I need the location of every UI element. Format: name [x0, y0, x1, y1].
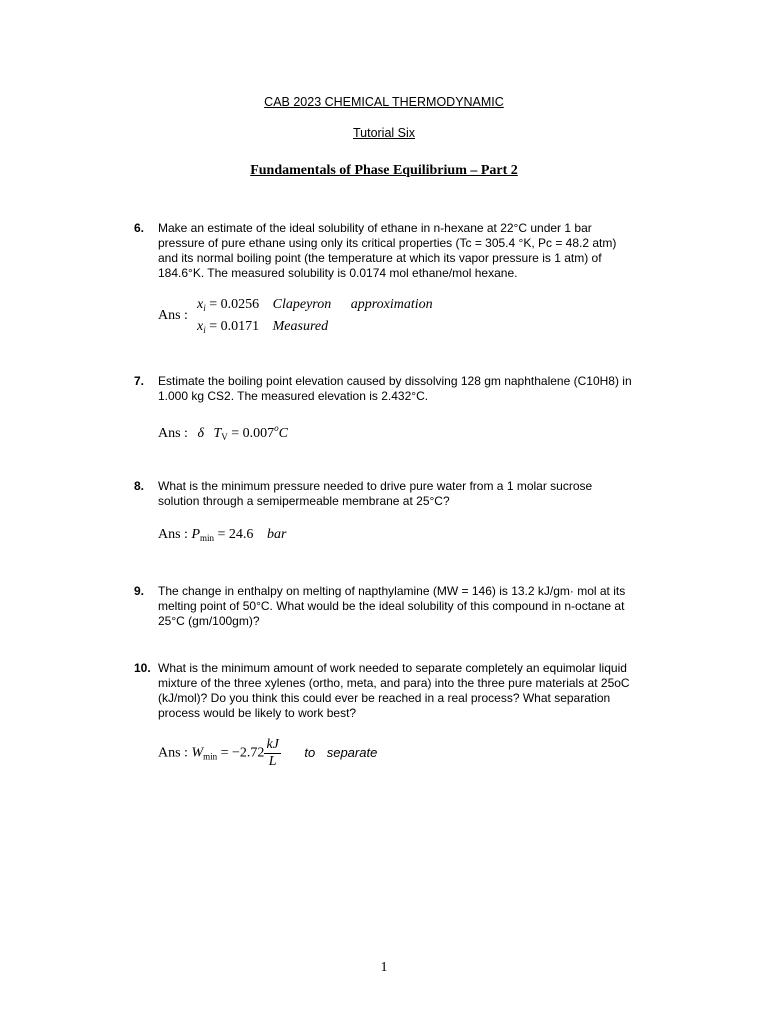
- question-line: What is the minimum amount of work needed to separate completely an equimolar liquid: [158, 661, 627, 675]
- question-8-text: [158, 479, 654, 509]
- fraction-denominator: L: [268, 754, 277, 769]
- question-line: 1.000 kg CS2. The measured elevation is 2.432°C.: [158, 389, 429, 403]
- answer-prefix: Ans :: [158, 527, 188, 542]
- answer-subscript: i: [203, 303, 206, 313]
- answer-value: = 0.0256: [209, 297, 260, 312]
- question-line: Estimate the boiling point elevation caused by dissolving 128 gm naphthalene (C10H8) in: [158, 374, 632, 388]
- answer-unit: C: [278, 426, 289, 441]
- answer-prefix: Ans :: [158, 745, 188, 761]
- question-line: solution through a semipermeable membrane at 25°C?: [158, 494, 450, 508]
- answer-6-row-1: [197, 297, 433, 313]
- question-number: 7.: [134, 374, 145, 388]
- question-line: pressure of pure ethane using only its critical properties (Tc = 305.4 °K, Pc = 48.2 atm): [158, 236, 617, 250]
- question-number: 9.: [134, 584, 145, 598]
- answer-8: [158, 527, 286, 543]
- question-line: 184.6°K. The measured solubility is 0.0174 mol ethane/mol hexane.: [158, 266, 518, 280]
- tutorial-title: Tutorial Six: [352, 126, 416, 140]
- question-line: The change in enthalpy on melting of napthylamine (MW = 146) is 13.2 kJ/gm· mol at its: [158, 584, 626, 598]
- page-number: 1: [380, 960, 388, 975]
- question-10-text: [158, 661, 654, 721]
- question-7-text: [158, 374, 654, 404]
- answer-symbol: δ: [197, 426, 204, 441]
- answer-variable: x: [197, 319, 204, 334]
- answer-subscript: i: [203, 325, 206, 335]
- answer-subscript: min: [200, 533, 215, 543]
- question-number: 8.: [134, 479, 145, 493]
- question-line: process would be likely to work best?: [158, 706, 357, 720]
- answer-label: approximation: [350, 297, 433, 312]
- answer-variable: T: [213, 426, 222, 441]
- question-line: melting point of 50°C. What would be the ideal solubility of this compound in n-octane at: [158, 599, 625, 613]
- question-line: What is the minimum pressure needed to drive pure water from a 1 molar sucrose: [158, 479, 593, 493]
- answer-value: = 0.007: [231, 426, 275, 441]
- page-title: Fundamentals of Phase Equilibrium – Part 2: [250, 163, 518, 178]
- question-line: mixture of the three xylenes (ortho, meta, and para) into the three pure materials at 25oC: [158, 676, 630, 690]
- question-line: 25°C (gm/100gm)?: [158, 614, 260, 628]
- answer-subscript: min: [203, 751, 218, 762]
- question-line: (kJ/mol)? Do you think this could ever be reached in a real process? What separation: [158, 691, 611, 705]
- answer-superscript: o: [274, 423, 279, 433]
- question-9-text: [158, 584, 654, 629]
- answer-variable: x: [197, 297, 204, 312]
- answer-label: Measured: [272, 319, 329, 334]
- answer-text: to: [304, 744, 316, 760]
- question-line: and its normal boiling point (the temperature at which its vapor pressure is 1 atm) of: [158, 251, 602, 265]
- course-title: CAB 2023 CHEMICAL THERMODYNAMIC: [264, 95, 504, 109]
- answer-value: = −2.72: [220, 745, 265, 761]
- answer-6-prefix: Ans :: [158, 308, 188, 323]
- answer-variable: P: [191, 527, 201, 542]
- answer-subscript: V: [221, 432, 228, 442]
- answer-unit: bar: [266, 527, 287, 542]
- answer-10: [158, 737, 377, 770]
- answer-value: = 0.0171: [209, 319, 260, 334]
- answer-prefix: Ans :: [158, 426, 188, 441]
- answer-value: = 24.6: [217, 527, 254, 542]
- answer-fraction: [264, 737, 280, 770]
- question-6-text: [158, 221, 654, 281]
- answer-text: separate: [326, 744, 378, 760]
- question-number: 10.: [134, 661, 151, 675]
- answer-6-row-2: [197, 319, 328, 335]
- answer-label: Clapeyron: [272, 297, 332, 312]
- fraction-numerator: kJ: [266, 737, 279, 752]
- question-line: Make an estimate of the ideal solubility of ethane in n-hexane at 22°C under 1 bar: [158, 221, 592, 235]
- question-number: 6.: [134, 221, 145, 235]
- answer-variable: W: [191, 745, 204, 761]
- answer-7: [158, 423, 288, 442]
